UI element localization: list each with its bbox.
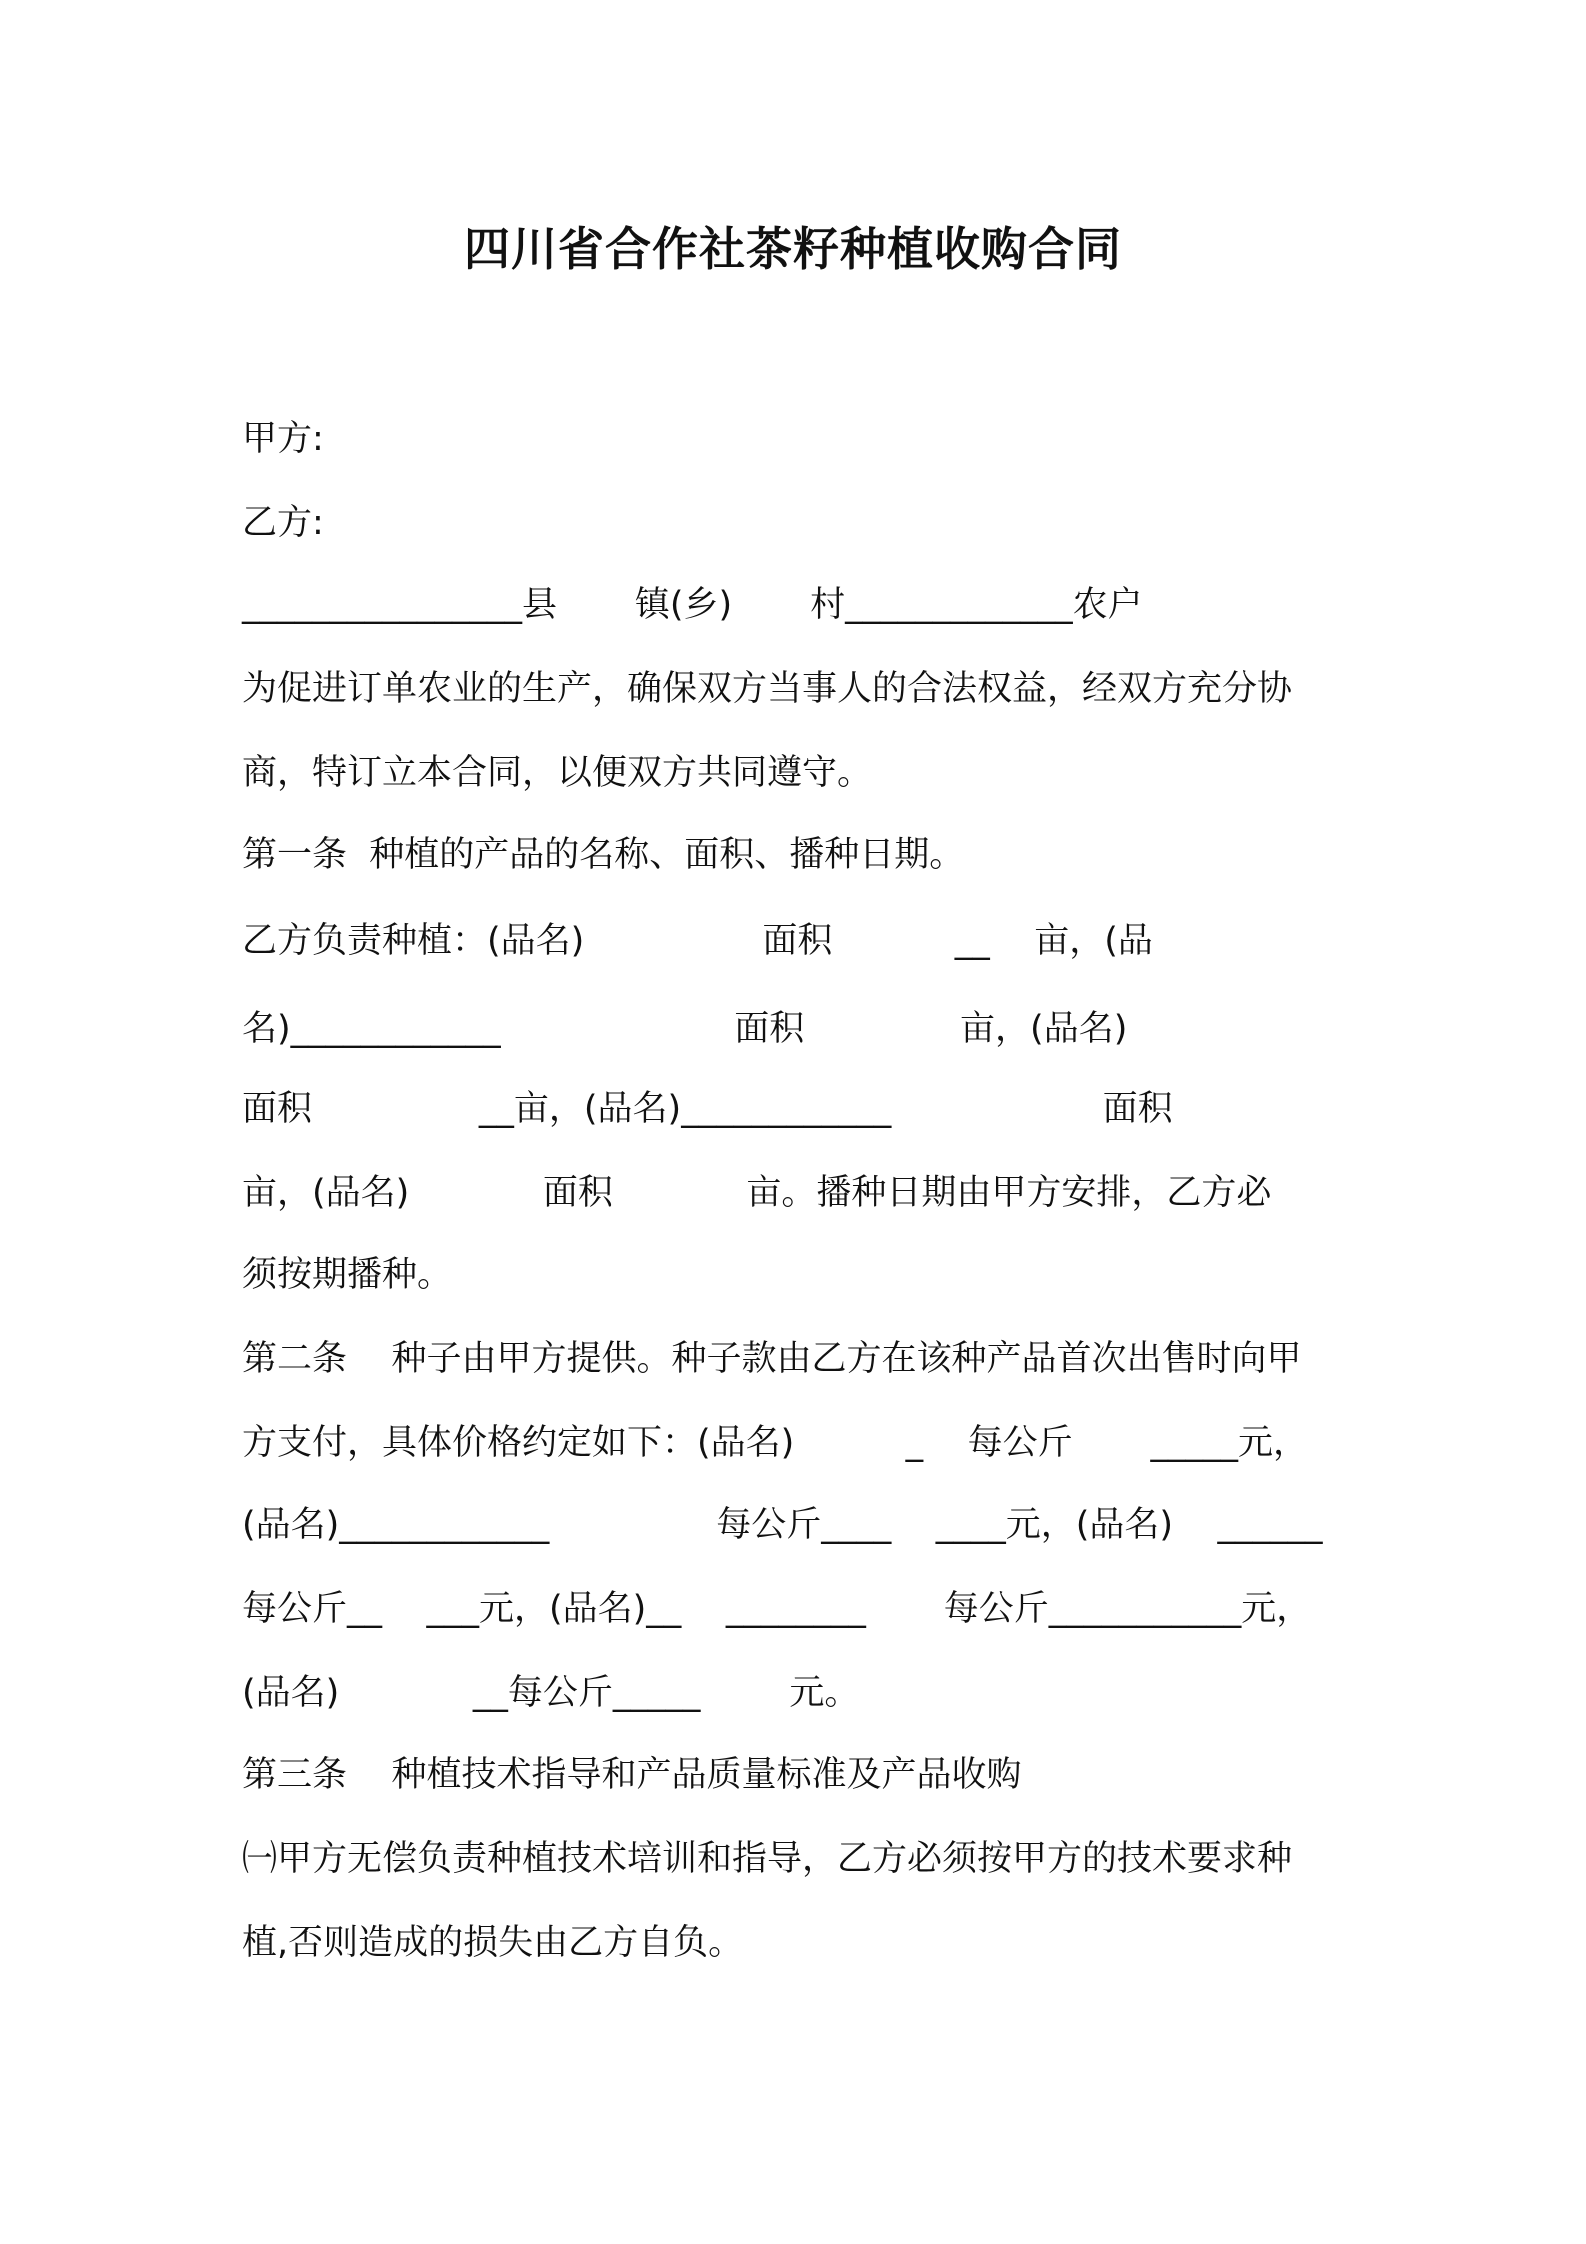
- paragraph-line: 方支付，具体价格约定如下：(品名) _ 每公斤 _____元，: [242, 1423, 1308, 1463]
- document-title: 四川省合作社茶籽种植收购合同: [464, 222, 1122, 276]
- paragraph-line: 亩，(品名) 面积 亩。播种日期由甲方安排，乙方必: [242, 1173, 1272, 1213]
- paragraph-line: 面积 __亩，(品名)____________ 面积: [242, 1089, 1173, 1129]
- paragraph-line: ㈠甲方无偿负责种植技术培训和指导，乙方必须按甲方的技术要求种: [242, 1839, 1293, 1879]
- party-a-line: 甲方:: [242, 419, 324, 459]
- paragraph-line: 每公斤__ ___元，(品名)__ ________ 每公斤___________元，: [242, 1589, 1312, 1629]
- paragraph-line: 为促进订单农业的生产，确保双方当事人的合法权益，经双方充分协: [242, 669, 1293, 709]
- paragraph-line: 须按期播种。: [242, 1255, 453, 1295]
- address-line: ________________县 镇(乡) 村_____________农户: [242, 585, 1143, 625]
- party-b-line: 乙方:: [242, 503, 324, 543]
- paragraph-line: (品名) __每公斤_____ 元。: [242, 1673, 860, 1713]
- paragraph-line: 植,否则造成的损失由乙方自负。: [242, 1923, 744, 1963]
- paragraph-line: 乙方负责种植：(品名) 面积 __ 亩，(品: [242, 921, 1153, 961]
- article-3-heading: 第三条 种植技术指导和产品质量标准及产品收购: [242, 1755, 1022, 1795]
- article-2-line: 第二条 种子由甲方提供。种子款由乙方在该种产品首次出售时向甲: [242, 1339, 1302, 1379]
- paragraph-line: 名)____________ 面积 亩，(品名): [242, 1009, 1128, 1049]
- paragraph-line: (品名)____________ 每公斤____ ____元，(品名) ______: [242, 1505, 1323, 1545]
- article-1-heading: 第一条 种植的产品的名称、面积、播种日期。: [242, 835, 965, 875]
- paragraph-line: 商，特订立本合同，以便双方共同遵守。: [242, 753, 873, 793]
